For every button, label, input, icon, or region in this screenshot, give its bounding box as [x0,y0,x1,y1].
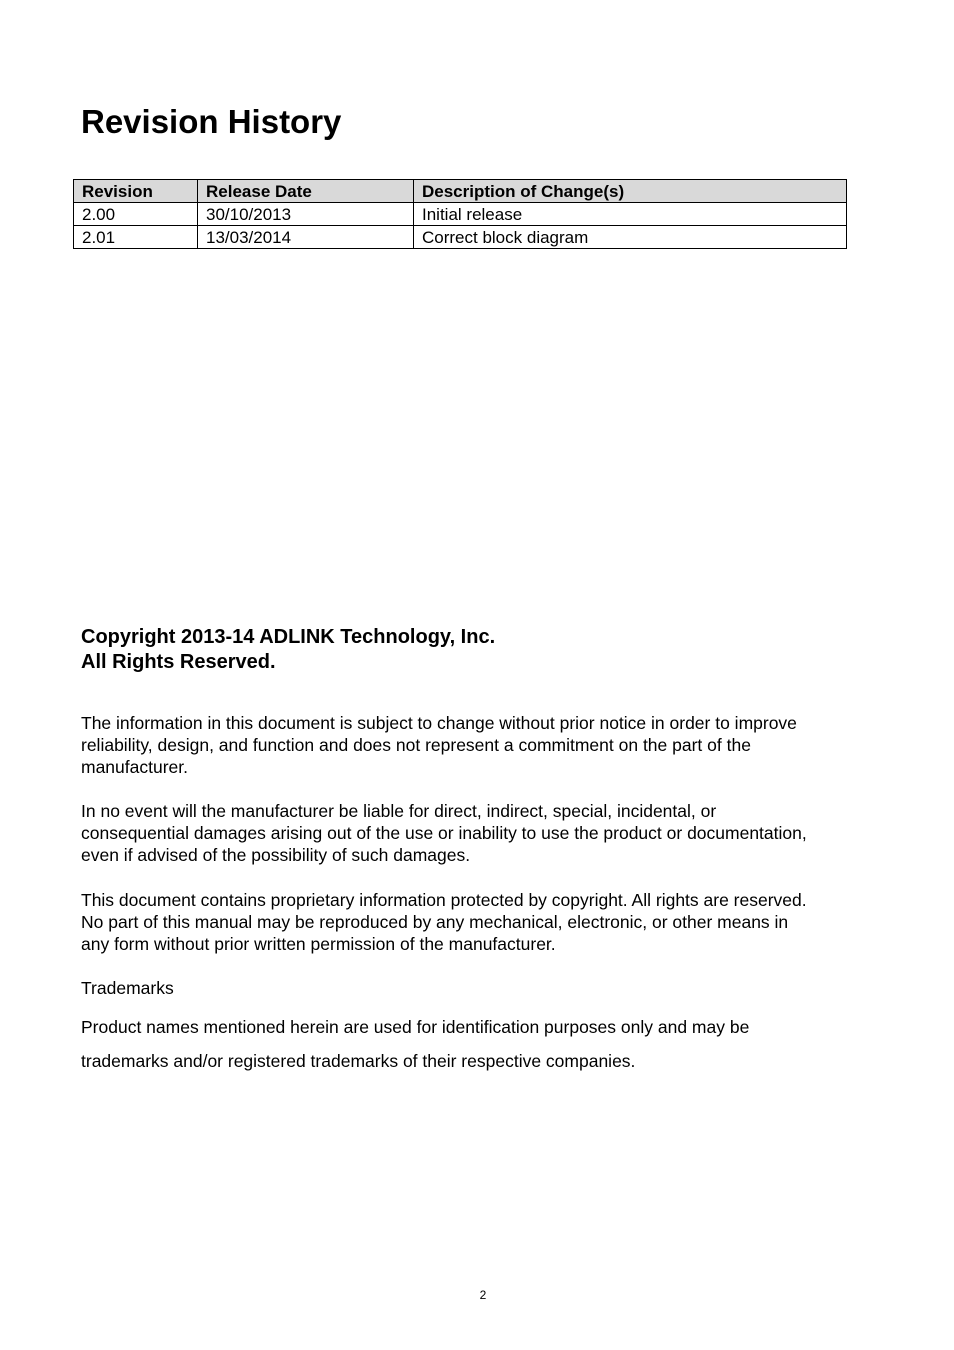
table-row [74,226,847,249]
paragraph-line: This document contains proprietary information protected by copyright. All rights are reserved. [81,890,807,910]
trademarks-heading: Trademarks [81,978,174,998]
rights-reserved-line: All Rights Reserved. [81,651,276,673]
paragraph-line: Product names mentioned herein are used for identification purposes only and may be [81,1017,750,1037]
table-row [74,203,847,226]
cell-description: Initial release [414,203,847,226]
cell-description: Correct block diagram [414,226,847,249]
copyright-notice [81,625,495,675]
cell-revision: 2.00 [74,203,198,226]
revision-history-table [73,179,847,249]
paragraph-line: consequential damages arising out of the use or inability to use the product or documentation, [81,823,807,843]
page-title: Revision History [81,103,342,140]
paragraph-line: trademarks and/or registered trademarks of their respective companies. [81,1051,636,1071]
header-description: Description of Change(s) [414,180,847,203]
paragraph-line: any form without prior written permission of the manufacturer. [81,934,556,954]
paragraph-line: The information in this document is subject to change without prior notice in order to improve [81,713,797,733]
cell-release-date: 13/03/2014 [198,226,414,249]
change-notice-paragraph [81,712,891,778]
page-number: 2 [479,1288,487,1302]
proprietary-paragraph [81,889,891,955]
cell-release-date: 30/10/2013 [198,203,414,226]
liability-paragraph [81,800,891,866]
paragraph-line: reliability, design, and function and does not represent a commitment on the part of the [81,735,751,755]
paragraph-line: manufacturer. [81,757,188,777]
paragraph-line: No part of this manual may be reproduced by any mechanical, electronic, or other means in [81,912,789,932]
paragraph-line: In no event will the manufacturer be liable for direct, indirect, special, incidental, or [81,801,717,821]
header-release-date: Release Date [198,180,414,203]
paragraph-line: even if advised of the possibility of such damages. [81,845,471,865]
header-revision: Revision [74,180,198,203]
table-header-row [74,180,847,203]
cell-revision: 2.01 [74,226,198,249]
trademarks-paragraph [81,1010,749,1078]
copyright-line: Copyright 2013-14 ADLINK Technology, Inc. [81,626,496,648]
